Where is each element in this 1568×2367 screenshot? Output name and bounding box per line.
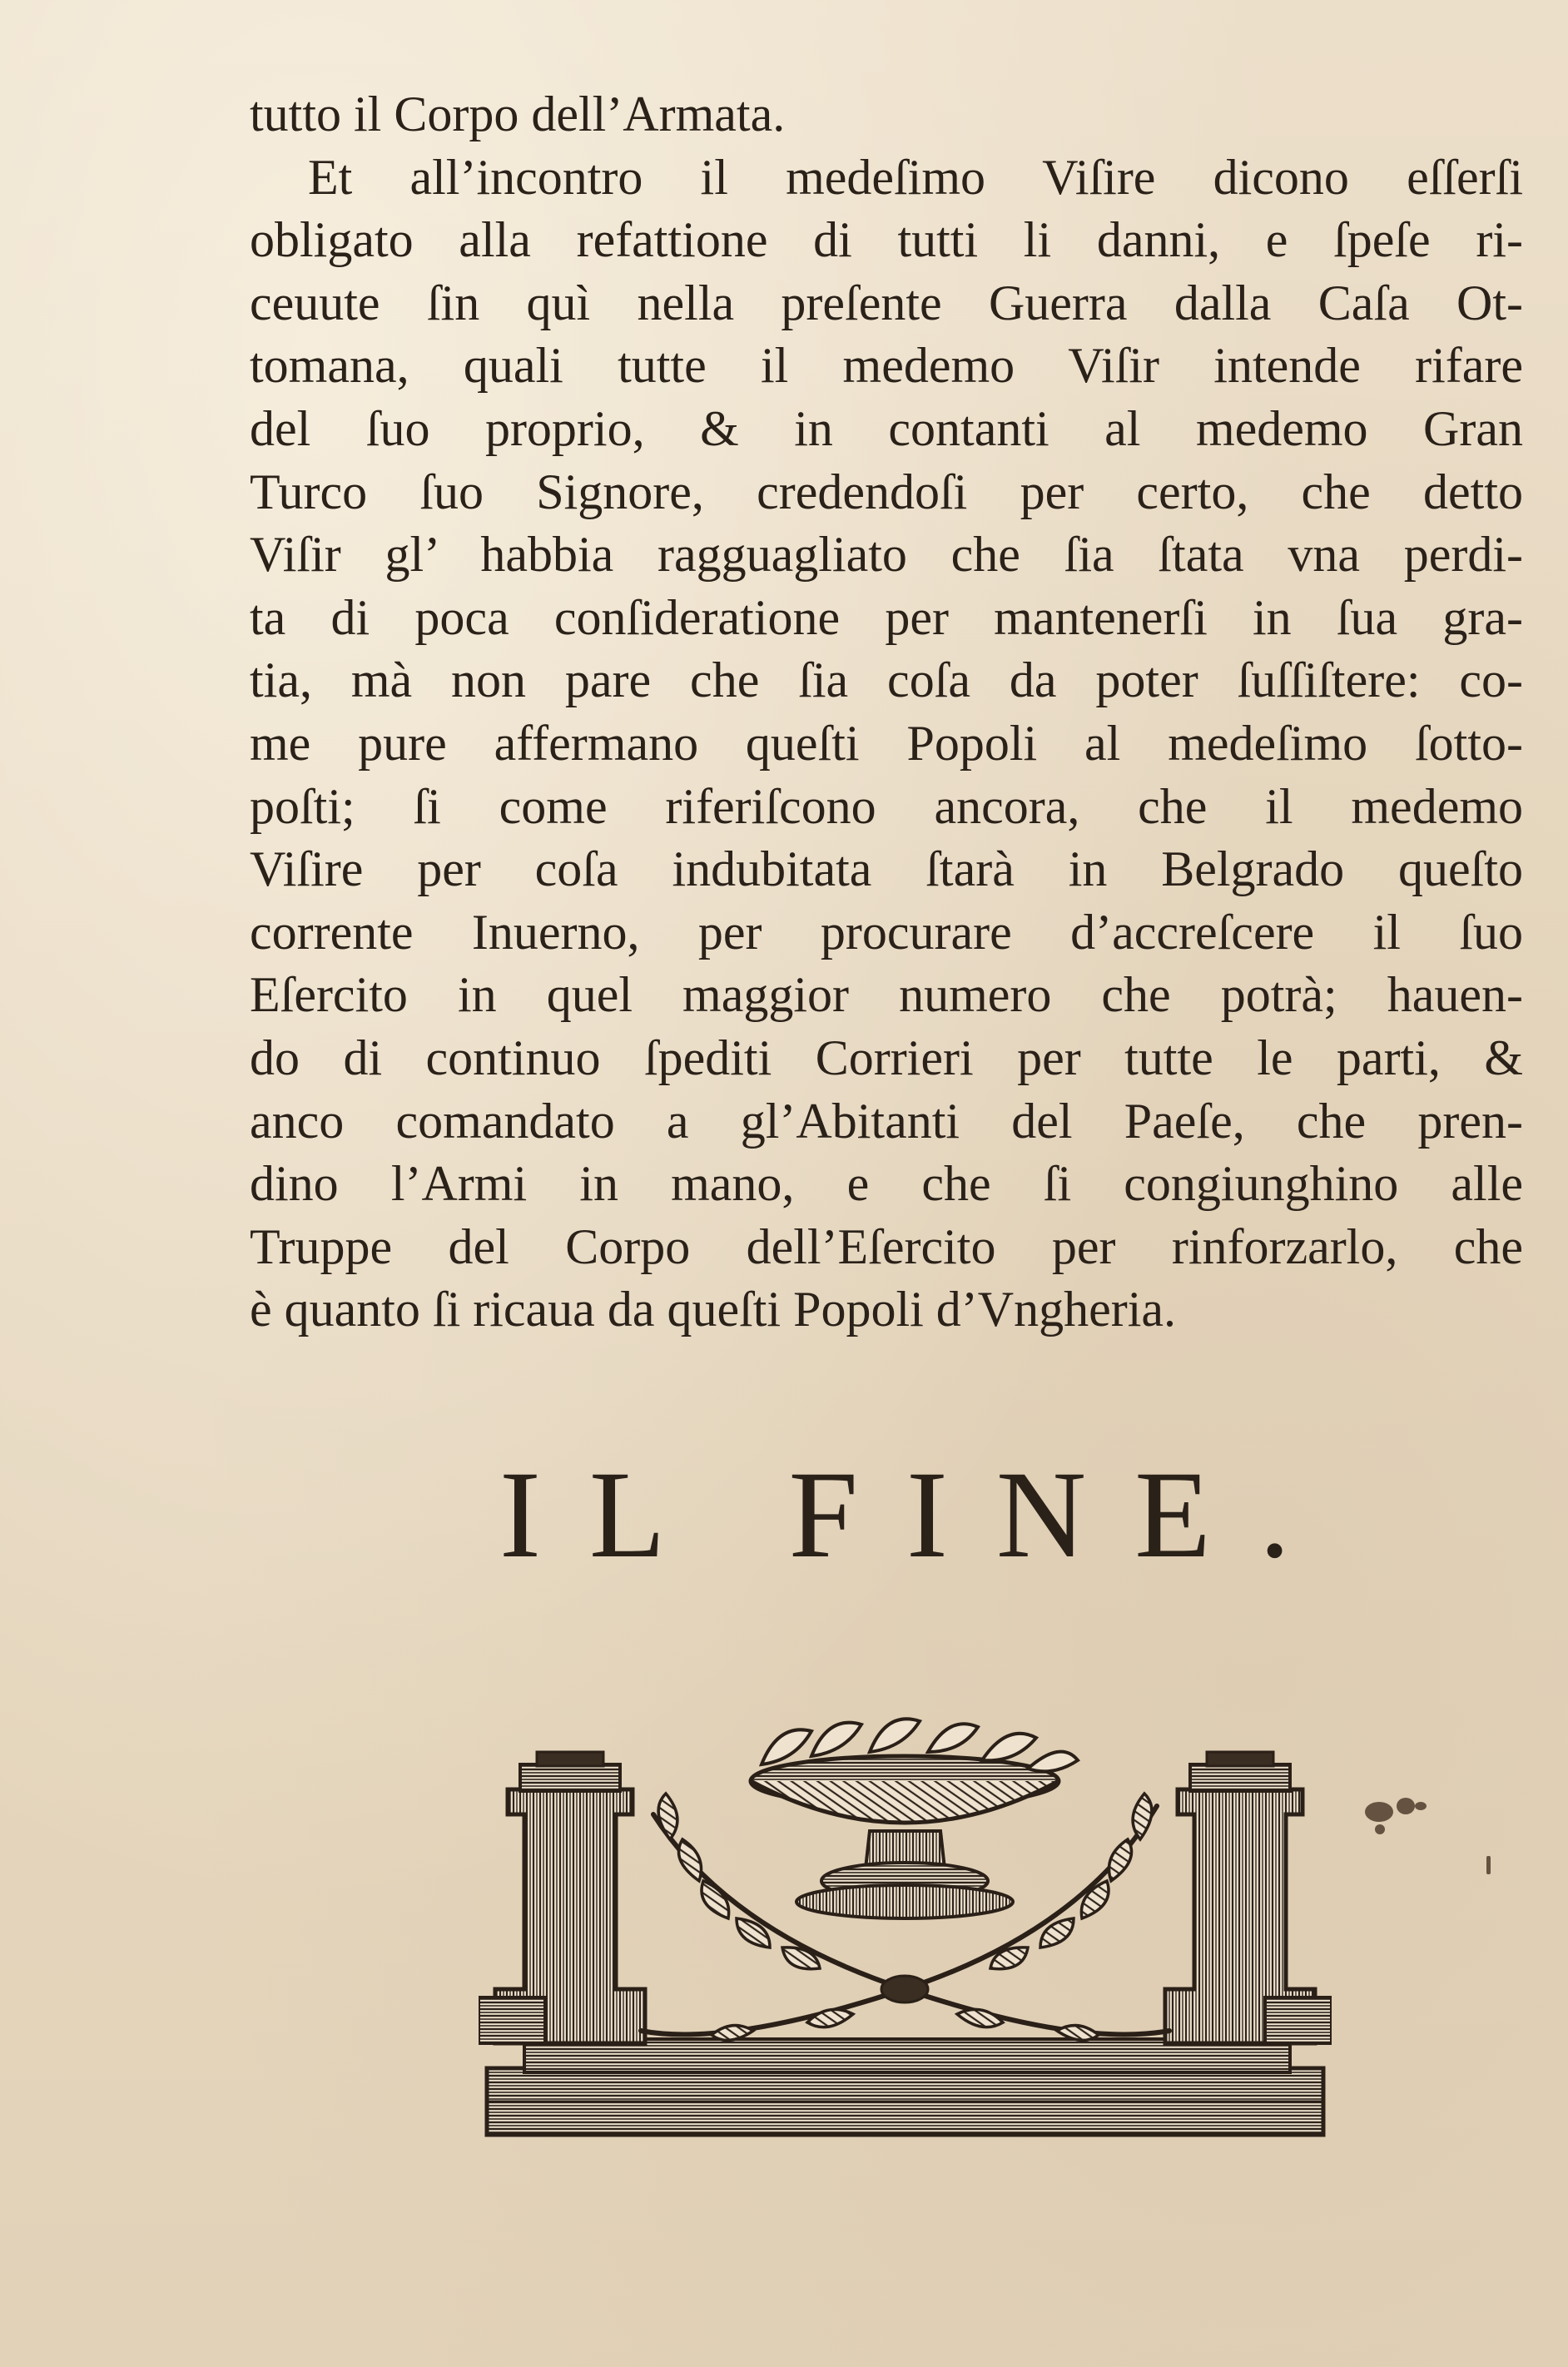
text-line: tutto il Corpo dell’Armata. xyxy=(250,87,786,141)
text-line: Turco ſuo Signore, credendoſi per certo, che detto xyxy=(250,464,1523,519)
ink-stain xyxy=(1415,1802,1427,1810)
ink-stain xyxy=(1365,1802,1393,1822)
ink-stain xyxy=(1486,1856,1491,1874)
body-text xyxy=(250,83,1523,1342)
text-line: Et all’incontro il medeſimo Viſire dicono eſſerſi xyxy=(308,149,1523,205)
ink-stain xyxy=(1397,1798,1415,1814)
ink-stain xyxy=(1375,1824,1385,1834)
text-line: me pure affermano queſti Popoli al medeſimo ſotto- xyxy=(250,715,1523,771)
text-line: Truppe del Corpo dell’Eſercito per rinforzarlo, che xyxy=(250,1218,1523,1274)
text-line: do di continuo ſpediti Corrieri per tutte le parti, & xyxy=(250,1030,1523,1085)
text-line: anco comandato a gl’Abitanti del Paeſe, che pren- xyxy=(250,1093,1523,1149)
text-line: Eſercito in quel maggior numero che potrà; hauen- xyxy=(250,967,1523,1023)
woodcut-ornament-icon xyxy=(479,1714,1332,2147)
text-line: poſti; ſi come riferiſcono ancora, che il medemo xyxy=(250,778,1523,834)
text-line: ceuute ſin quì nella preſente Guerra dalla Caſa Ot- xyxy=(250,275,1523,330)
text-line: Viſire per coſa indubitata ſtarà in Belgrado queſto xyxy=(250,841,1523,897)
text-line: Viſir gl’ habbia ragguagliato che ſia ſtata vna perdi- xyxy=(250,527,1523,583)
text-line: corrente Inuerno, per procurare d’accreſcere il ſuo xyxy=(250,904,1523,960)
text-line: del ſuo proprio, & in contanti al medemo Gran xyxy=(250,400,1523,456)
text-line: è quanto ſi ricaua da queſti Popoli d’Vngheria. xyxy=(250,1282,1177,1337)
text-line: tomana, quali tutte il medemo Viſir intende rifare xyxy=(250,338,1523,394)
text-line: obligato alla refattione di tutti li danni, e ſpeſe ri- xyxy=(250,212,1523,268)
text-line: ta di poca conſideratione per mantenerſi in ſua gra- xyxy=(250,589,1523,645)
text-line: dino l’Armi in mano, e che ſi congiunghino alle xyxy=(250,1156,1523,1212)
text-line: tia, mà non pare che ſia coſa da poter ſuſſiſtere: co- xyxy=(250,653,1523,708)
closing-title: IL FINE. xyxy=(499,1446,1339,1584)
